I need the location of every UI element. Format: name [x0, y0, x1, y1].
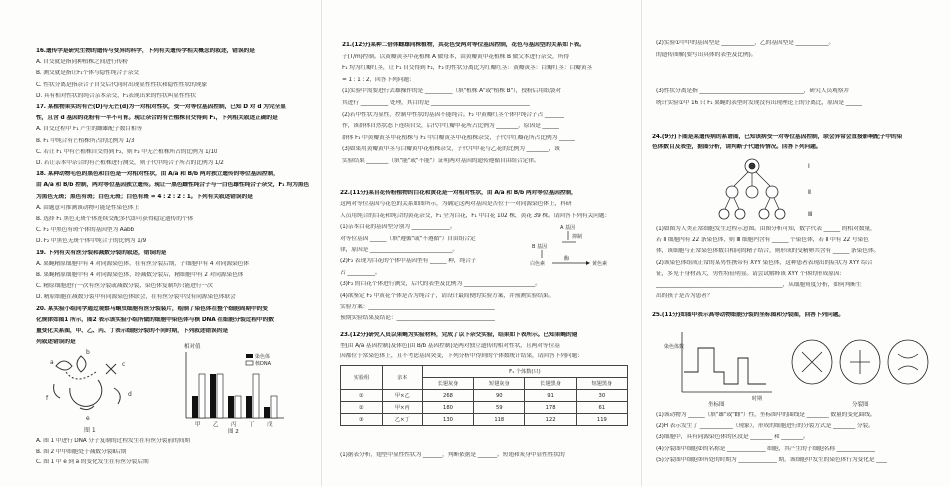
legend-swatch-chromosome [246, 354, 253, 358]
text-line: (3)细胞中，具有同源染色体的区段是 ________ 和 ________。 [656, 434, 809, 441]
text-line: B. 选择 F₁ 黑色无斑个体连续交配多代即可获得稳定遗传的个体 [36, 216, 194, 222]
x-tick-label: 甲 [195, 422, 201, 428]
text-line: 体，该细胞与正常染色体数目相同的精子结合，则形成的受精卵共含有 ______ 条染色体。 [656, 248, 880, 255]
text-line: 统计实验①中 16 只 F₁ 果蝇的表型时发现没有出现理论上的分离比，原因是 ______ [656, 100, 863, 106]
text-line: C. F₂ 中黑色有斑个体的基因型为 Aabb [36, 227, 135, 234]
bar-dna [235, 396, 241, 418]
table-cell-count: 180 [422, 402, 473, 414]
x-tick-label: 戊 [267, 422, 273, 428]
figure-2-ytitle: 相对值 [184, 344, 201, 350]
x-tick-label: 乙 [213, 422, 219, 428]
table-header-col: 短翅黑身 [576, 378, 627, 390]
bar-chromosome [192, 396, 198, 418]
text-line: A. 自交过程中 F₁ 产生的雌雄配子数目相等 [36, 126, 143, 133]
bar-dna [199, 374, 205, 418]
question-stem-line: 23.(12分)研究人员以果蝇为实验材料，完成了以下杂交实验，结果如下表所示。已知果蝇的翅 [340, 332, 578, 338]
fig25-xlabel: 时期 [752, 396, 763, 402]
table-cell-count: 119 [576, 414, 627, 426]
pathway-enzyme: 酶 [564, 256, 570, 262]
column-left [0, 0, 322, 486]
bar-chromosome [210, 374, 216, 418]
text-line: 实验方案：______________________________________________ [340, 304, 495, 310]
text-line: (2)F₂ 表现为白花的个体中基因型有 ______ 种，纯合子 [340, 258, 477, 265]
text-line: 因都位于常染色体上，且不考虑基因突变，下列分析中得到的个体数统计结果，请回答下列问题： [340, 353, 583, 359]
question-stem-line: 色体数目及表型，据图分析，请判断子代遗传情况。回答下列问题。 [652, 144, 822, 150]
text-line: 的遗传图解(要写出具体的表型及比例)。 [656, 52, 757, 58]
text-line: (4)分裂图中细胞②的名称是 ______________ 细胞，其产生的子细胞名称 ______________ [656, 445, 876, 452]
pathway-gene-b: B 基因 [532, 244, 548, 250]
question-stem-line: 25.(11分)如图甲表示高等动物细胞分裂的坐标图和分裂图，回答下列问题。 [652, 312, 844, 318]
question-stem-line: 性，且含 d 基因的花粉有一半不可育。现让杂合的有芒植株自交得到 F₁，下列相关叙述正确的是 [36, 115, 278, 122]
figure-2-caption: 图 2 [228, 429, 239, 435]
fig25-ylabel: 染色体数 [664, 344, 685, 350]
table-header-col: 长翅灰身 [422, 378, 473, 390]
text-line: 子(T/m)控制。以黄瓣黄茎甲花植株 A 做母本，由黄瓣黄甲花植株 B 做父本进行杂交，所得 [342, 53, 569, 60]
table-cell-count: 122 [525, 414, 576, 426]
text-line: 群体 F₁ 中黄瓣黄茎甲花植株与 F₂ 中白瓣黄茎甲花植株杂交，子代中红瓣花所占比例为 ______ [342, 134, 576, 141]
text-line: C. 精原细胞进行一次有丝分裂或减数分裂，染色体复制均只能进行一次 [36, 283, 213, 290]
text-line: D. F₂ 中黑色无斑个体中纯合子的比例为 1/9 [36, 238, 147, 245]
question-stem-line: 为黑色无斑；黑色有斑；白色无斑；白色有斑 = 4 : 2 : 2 : 1。下列有关叙述错误的是 [36, 193, 253, 200]
text-line: 占 __________。 [340, 269, 381, 276]
table-cell-parent: 甲×丙 [382, 402, 422, 414]
fig25-caption-right: 分裂图 [852, 402, 869, 408]
text-line: 律，原因是 ______________________________。 [340, 247, 459, 253]
table-header-row [341, 366, 628, 378]
text-line: D. 精原细胞在减数分裂中有同源染色体联会，在有丝分裂中没有同源染色体联会 [36, 294, 236, 301]
text-line: (1)该动物为 ______（填"雄"或"雌"）性，坐标图中的曲线是 ________ 数量的变化曲线。 [656, 412, 876, 418]
pathway-gene-a: A 基因 [560, 225, 576, 231]
flower-color-pathway-diagram [528, 222, 628, 268]
legend-label-dna: 核DNA [255, 361, 272, 367]
table-header-parent: 亲本 [382, 366, 422, 390]
text-line: (2)若甲性状为显性，控制甲性状的基因不能纯合。F₂ 中黄瓣红茎个体中纯合子占 _______ [342, 111, 565, 118]
pathway-white: 白色素 [530, 261, 546, 267]
table-cell-parent: 乙×丁 [382, 414, 422, 426]
text-line: (1)如图为人类正常细胞发生过程示意图。由图分析可知，数字代表 ______ 的相对数量， [656, 226, 876, 232]
text-line: 这两对等位基因与花色的关系如图所示，为确定这两对基因是否位于一对同源染色体上，科研 [340, 201, 572, 208]
text-line: 人员用纯合的白花和纯合的黄花杂交，F₁ 全为白花，F₁ 中白花 102 株，黄花 39 株。请回答下列有关问题： [340, 212, 611, 219]
bar-dna [217, 374, 223, 418]
text-line: 其进行 __________ 处理，其目的是 ____________________________________ [342, 100, 530, 106]
fig25-caption-left: 坐标图 [708, 402, 725, 408]
table-cell-count: 118 [474, 414, 525, 426]
text-line: (3)F₂ 的白花个体进行测交，后代的表型及比例为 __________________________。 [340, 281, 541, 288]
text-line: (3)如果用黄瓣黄甲茎与白瓣黄甲花植株杂交，子代中甲花与乙花的比例为 ________，该 [342, 146, 560, 153]
pathway-yellow: 黄色素 [592, 261, 608, 267]
text-line: 若 Ⅱ 细胞内有 22 条染色体，则 Ⅲ 细胞内含有 ______ 个染色体，若 Ⅱ 中有 22 号染色 [656, 237, 869, 244]
text-line: (3)性状分离是指 ______________________________________，研究人员观察并 [656, 88, 849, 94]
x-tick-label: 丙 [231, 422, 237, 428]
table-cell-group: ② [341, 402, 383, 414]
svg-text:b: b [86, 349, 90, 356]
column-middle [322, 0, 642, 486]
question-stem-line: 由 A/a 和 B/b 控制，两对等位基因独立遗传。现让一黑色雌性纯合子与一白色雄性纯合子杂交，F₁ 均为黑色 [36, 182, 310, 189]
svg-text:e: e [86, 415, 90, 422]
text-line: C. 图 1 中 e 到 a 的变化发生在有丝分裂后期 [36, 459, 149, 465]
table-header-group: 实验组 [341, 366, 383, 390]
text-line: (1)据表分析，翅型中显性性状为 _______，判断依据是 _______。短翅和灰身中显性性状的 [340, 452, 565, 458]
pedigree-roman-I: Ⅰ [808, 163, 810, 170]
bar-dna [271, 396, 277, 418]
x-tick-label: 丁 [249, 422, 255, 428]
bar-dna [253, 374, 259, 418]
text-line: 实验结果 ________（填"能"或"不能"）证明两对基因的遗传遵循自由组合定律。 [342, 158, 540, 164]
text-line: A. 自交就是指同种植株之间进行传粉 [36, 59, 128, 66]
text-line: (2)H 表示发生了 ____________（现象），形成的细胞进行的分裂方式是 ________ 分裂。 [656, 423, 874, 430]
text-line: A. 果蝇精原细胞中有 4 对同源染色体，在有丝分裂后期，子细胞中有 4 对同源染色体 [36, 260, 249, 267]
bar-chromosome [246, 396, 252, 418]
text-line: 预期实验结果及结论：____________________________________ [340, 315, 496, 322]
column-right [642, 0, 950, 486]
text-line: (2)实验①中甲的基因型是 ____________，乙的基因型是 ____________。 [656, 40, 835, 46]
question-stem-line: 量变化关系图，甲、乙、丙、丁表示细胞分裂的不同时期，下列叙述错误的是 [36, 328, 228, 334]
figure-1-chromosome-cycle [36, 346, 156, 434]
svg-text:f: f [46, 395, 49, 402]
question-stem-line: 21.(12分)某种二倍体雌雄同株植物，其花色受两对等位基因控制，花色与基因型的关系如下表。 [342, 42, 585, 48]
text-line: B. 果蝇精原细胞中有 4 对同源染色体，经减数分裂后，精细胞中有 2 对同源染色体 [36, 272, 244, 278]
text-line: (5)分裂图中细胞③所处的时期为 ______________ 期，该细胞中发生的染色体行为变化是 ____ [656, 456, 888, 463]
text-line: (1)实验中需要进行去雄操作的是 __________（填"植株 A"或"植株 B"），授粉后用纸袋对 [342, 88, 561, 95]
table-header-col: 短翅灰身 [474, 378, 525, 390]
text-line: B. 图 2 中甲细胞处于减数分裂Ⅱ后期 [36, 448, 127, 455]
question-stem-line: 24.(9分)下图是某遗传病的系谱图，已知该病受一对等位基因控制，联会异常会直接影响配子中的染 [652, 134, 903, 140]
text-line: D. 若让亲本中杂合的有芒植株进行测交，则子代中纯合子所占的比例为 1/2 [36, 160, 224, 166]
text-line: = 1 : 1 : 2，回答下列问题： [342, 76, 415, 83]
table-cell-count: 91 [525, 390, 576, 402]
table-cell-count: 130 [422, 414, 473, 426]
table-header-col: 长翅黑身 [525, 378, 576, 390]
figure-25-graphs [662, 328, 932, 408]
question-stem-line: 16.遗传学是研究生物的遗传与变异的科学，下列有关遗传学相关概念的叙述，错误的是 [36, 48, 255, 54]
table-cell-count: 61 [576, 402, 627, 414]
question-stem-line: 19. 下列有关有丝分裂和减数分裂的叙述，错误的是 [36, 249, 167, 256]
table-cell-count: 59 [474, 402, 525, 414]
text-line: 型(由 A/a 基因控制)及体色(由 B/b 基因控制)是两对独立遗传的相对性状，且两对等位基 [340, 342, 560, 349]
text-line: F₁ 均为红瓣红茎，让 F₁ 自交得到 F₂，F₂ 的性状分离比为红瓣红茎：黄瓣黄茎：白瓣红茎：白瓣黄茎 [342, 65, 593, 72]
text-line: D. 具有相对性状的纯合亲本杂交，F₁表现出来的性状叫显性性状 [36, 92, 196, 99]
text-line: B. 测交就是指让F₁个体与隐性纯合子杂交 [36, 70, 139, 77]
text-line: (1)亲本白花的基因型分别为 ______________。 [340, 224, 456, 231]
text-line: (4)欲鉴定 F₂ 中黄花个体是否为纯合子，请设计最简便的实验方案，并预测实验结果。 [340, 292, 555, 299]
legend-label-chromosome: 染色体 [255, 354, 271, 360]
question-stem-line: 列叙述错误的是 [36, 339, 76, 346]
question-stem-line: 17. 某植物果实的有芒(D)与无芒(d)为一对相对性状，受一对等位基因控制，已知 D 对 d 为完全显 [36, 104, 286, 110]
pedigree-roman-II: Ⅱ [808, 189, 811, 196]
question-stem-line: 18. 某种动物毛色的黑色和白色是一对相对性状，由 A/a 和 B/b 两对独立遗传的等位基因控制， [36, 171, 279, 178]
text-line: A. 图 1 中进行 DNA 分子复制的过程发生在有丝分裂前的间期 [36, 438, 190, 444]
legend-swatch-dna [246, 361, 253, 365]
text-line: (2)该染色体组成正常的某男性携带有 XYY 染色体，这种患者表现出的症状为 XYY 综合 [656, 259, 873, 266]
text-line: 出的孩子是否为患者？ [656, 293, 713, 300]
table-row [341, 414, 628, 426]
table-cell-count: 178 [525, 402, 576, 414]
text-line: 作，该群体自然状态下连续自交，后代中红瓣甲花所占比例为 ________，原因是 ______ [342, 123, 559, 130]
text-line: C. 若让 F₁ 中有芒植株自交得到 F₂，则 F₂ 中无芒植株所占的比例为 1/10 [36, 148, 218, 155]
text-line: 对等位基因 ______（填"遵循"或"不遵循"）自由组合定 [340, 235, 476, 242]
table-cell-count: 90 [474, 390, 525, 402]
table-row [341, 390, 628, 402]
text-line: C. 性状分离是指杂合子自交后代同时出现显性性状和隐性性状的现象 [36, 81, 208, 88]
table-cell-parent: 甲×乙 [382, 390, 422, 402]
figure-24-diagram [712, 154, 862, 224]
table-cell-count: 268 [422, 390, 473, 402]
bar-chromosome [228, 396, 234, 418]
cross-results-table [340, 365, 628, 426]
svg-text:d: d [128, 391, 132, 398]
bar-chromosome [264, 407, 270, 418]
table-cell-group: ① [341, 390, 383, 402]
table-cell-count: 30 [576, 390, 627, 402]
table-row [341, 402, 628, 414]
figure-2-bar-chart [172, 340, 302, 436]
text-line: A. 由题意可推测该动物可能是性染色体上 [36, 204, 140, 211]
svg-text:c: c [122, 361, 126, 368]
pathway-inhibit: 抑制 [572, 234, 583, 240]
text-line: 征，多见于身材高大，男性特征明显。请尝试解释该 XYY 个体的形成原因： [656, 270, 846, 277]
figure-1-caption: 图 1 [84, 427, 96, 434]
question-stem-line: 20. 某实验小组同学通过观察马蛔虫细胞有丝分裂装片，绘制了染色体在整个细胞周期中的变 [36, 305, 268, 312]
text-line: B. F₁ 中纯合有芒植株所占的比例为 1/3 [36, 137, 135, 144]
question-stem-line: 22.(11分)某自花传粉植物的白花和黄花是一对相对性状，由 A/a 和 B/b 两对等位基因控制， [340, 190, 577, 196]
text-line: ______________________________________________，从细胞角度分析，如何判断生 [656, 282, 862, 288]
question-stem-line: 化规律如图1 所示，图2 表示该实验小组所做的细胞中染色体与核 DNA 在细胞分裂过程中的数 [36, 316, 274, 323]
table-cell-group: ③ [341, 414, 383, 426]
pedigree-roman-III: Ⅲ [808, 211, 813, 218]
svg-text:a: a [50, 359, 54, 366]
figure-2-legend [246, 353, 272, 367]
table-header-span: F₁ 个体数(只) [422, 366, 627, 378]
